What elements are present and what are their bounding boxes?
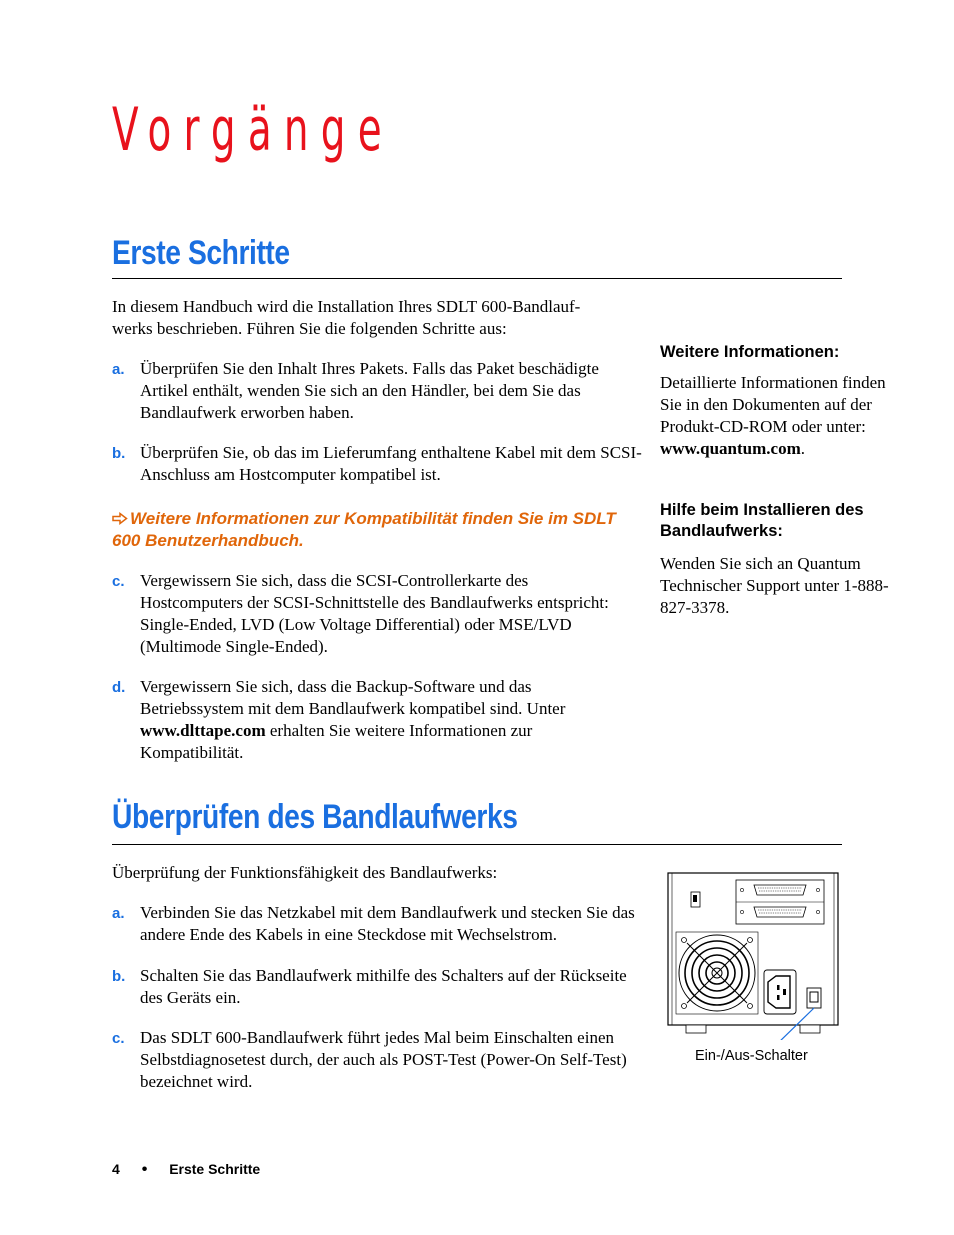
- step-label: c.: [112, 573, 125, 590]
- arrow-right-icon: [112, 508, 130, 530]
- step-label: b.: [112, 968, 126, 985]
- section-title-ueberpruefen: Überprüfen des Bandlaufwerks: [112, 798, 518, 836]
- step-label: a.: [112, 905, 125, 922]
- step-text: Überprüfen Sie den Inhalt Ihres Pakets. Falls das Paket beschädigte Artikel enthält, wenden Sie sich an den Händler, bei dem Sie das Bandlaufwerk erworben haben.: [140, 359, 599, 422]
- step-label: c.: [112, 1030, 125, 1047]
- step-label: b.: [112, 445, 126, 462]
- sidebar-help-heading: Hilfe beim Installieren des Bandlaufwerks:: [660, 501, 864, 540]
- sidebar-help-text: Wenden Sie sich an Quantum Technischer Support unter 1-888-827-3378.: [660, 554, 889, 617]
- page-number: 4: [112, 1161, 120, 1177]
- section-title-erste-schritte: Erste Schritte: [112, 234, 290, 272]
- dlttape-link[interactable]: www.dlttape.com: [140, 721, 266, 740]
- section2-intro: Überprüfung der Funktionsfähigkeit des Bandlaufwerks:: [112, 863, 498, 882]
- step-text: Schalten Sie das Bandlaufwerk mithilfe des Schalters auf der Rückseite des Geräts ein.: [140, 966, 627, 1007]
- compatibility-note: Weitere Informationen zur Kompatibilität finden Sie im SDLT 600 Benutzerhandbuch.: [112, 509, 616, 550]
- step-text: Überprüfen Sie, ob das im Lieferumfang enthaltene Kabel mit dem SCSI-Anschluss am Hostcomputer kompatibel ist.: [140, 443, 642, 484]
- tape-drive-rear-illustration: [664, 870, 842, 1040]
- step-label: a.: [112, 361, 125, 378]
- quantum-link[interactable]: www.quantum.com: [660, 439, 801, 458]
- step-label: d.: [112, 679, 126, 696]
- section1-intro: In diesem Handbuch wird die Installation Ihres SDLT 600-Bandlauf- werks beschrieben. Führen Sie die folgenden Schritte aus:: [112, 297, 581, 338]
- section-rule: [112, 844, 842, 845]
- step-text: Vergewissern Sie sich, dass die Backup-Software und das Betriebssystem mit dem Bandlaufwerk kompatibel sind. Unter www.dlttape.com erhalten Sie weitere Informationen zur Kompatibilität.: [140, 677, 566, 762]
- footer-section: Erste Schritte: [169, 1161, 261, 1177]
- section-rule: [112, 278, 842, 279]
- sidebar-info-heading: Weitere Informationen:: [660, 343, 840, 361]
- page-footer: [112, 1161, 260, 1179]
- step-text: Das SDLT 600-Bandlaufwerk führt jedes Mal beim Einschalten einen Selbstdiagnosetest durch, der auch als POST-Test (Power-On Self-Test) bezeichnet wird.: [140, 1028, 627, 1091]
- figure-caption-power-switch: Ein-/Aus-Schalter: [695, 1048, 808, 1064]
- sidebar-info-text: Detaillierte Informationen finden Sie in den Dokumenten auf der Produkt-CD-ROM oder unter: www.quantum.com.: [660, 373, 886, 458]
- chapter-title: Vorgänge: [112, 95, 394, 165]
- step-text: Vergewissern Sie sich, dass die SCSI-Controllerkarte des Hostcomputers der SCSI-Schnittstelle des Bandlaufwerks entspricht: Single-Ended, LVD (Low Voltage Differential) oder MSE/LVD (Multimode Single-Ended).: [140, 571, 609, 656]
- footer-bullet: •: [141, 1161, 148, 1178]
- step-text: Verbinden Sie das Netzkabel mit dem Bandlaufwerk und stecken Sie das andere Ende des Kabels in eine Steckdose mit Wechselstrom.: [140, 903, 635, 944]
